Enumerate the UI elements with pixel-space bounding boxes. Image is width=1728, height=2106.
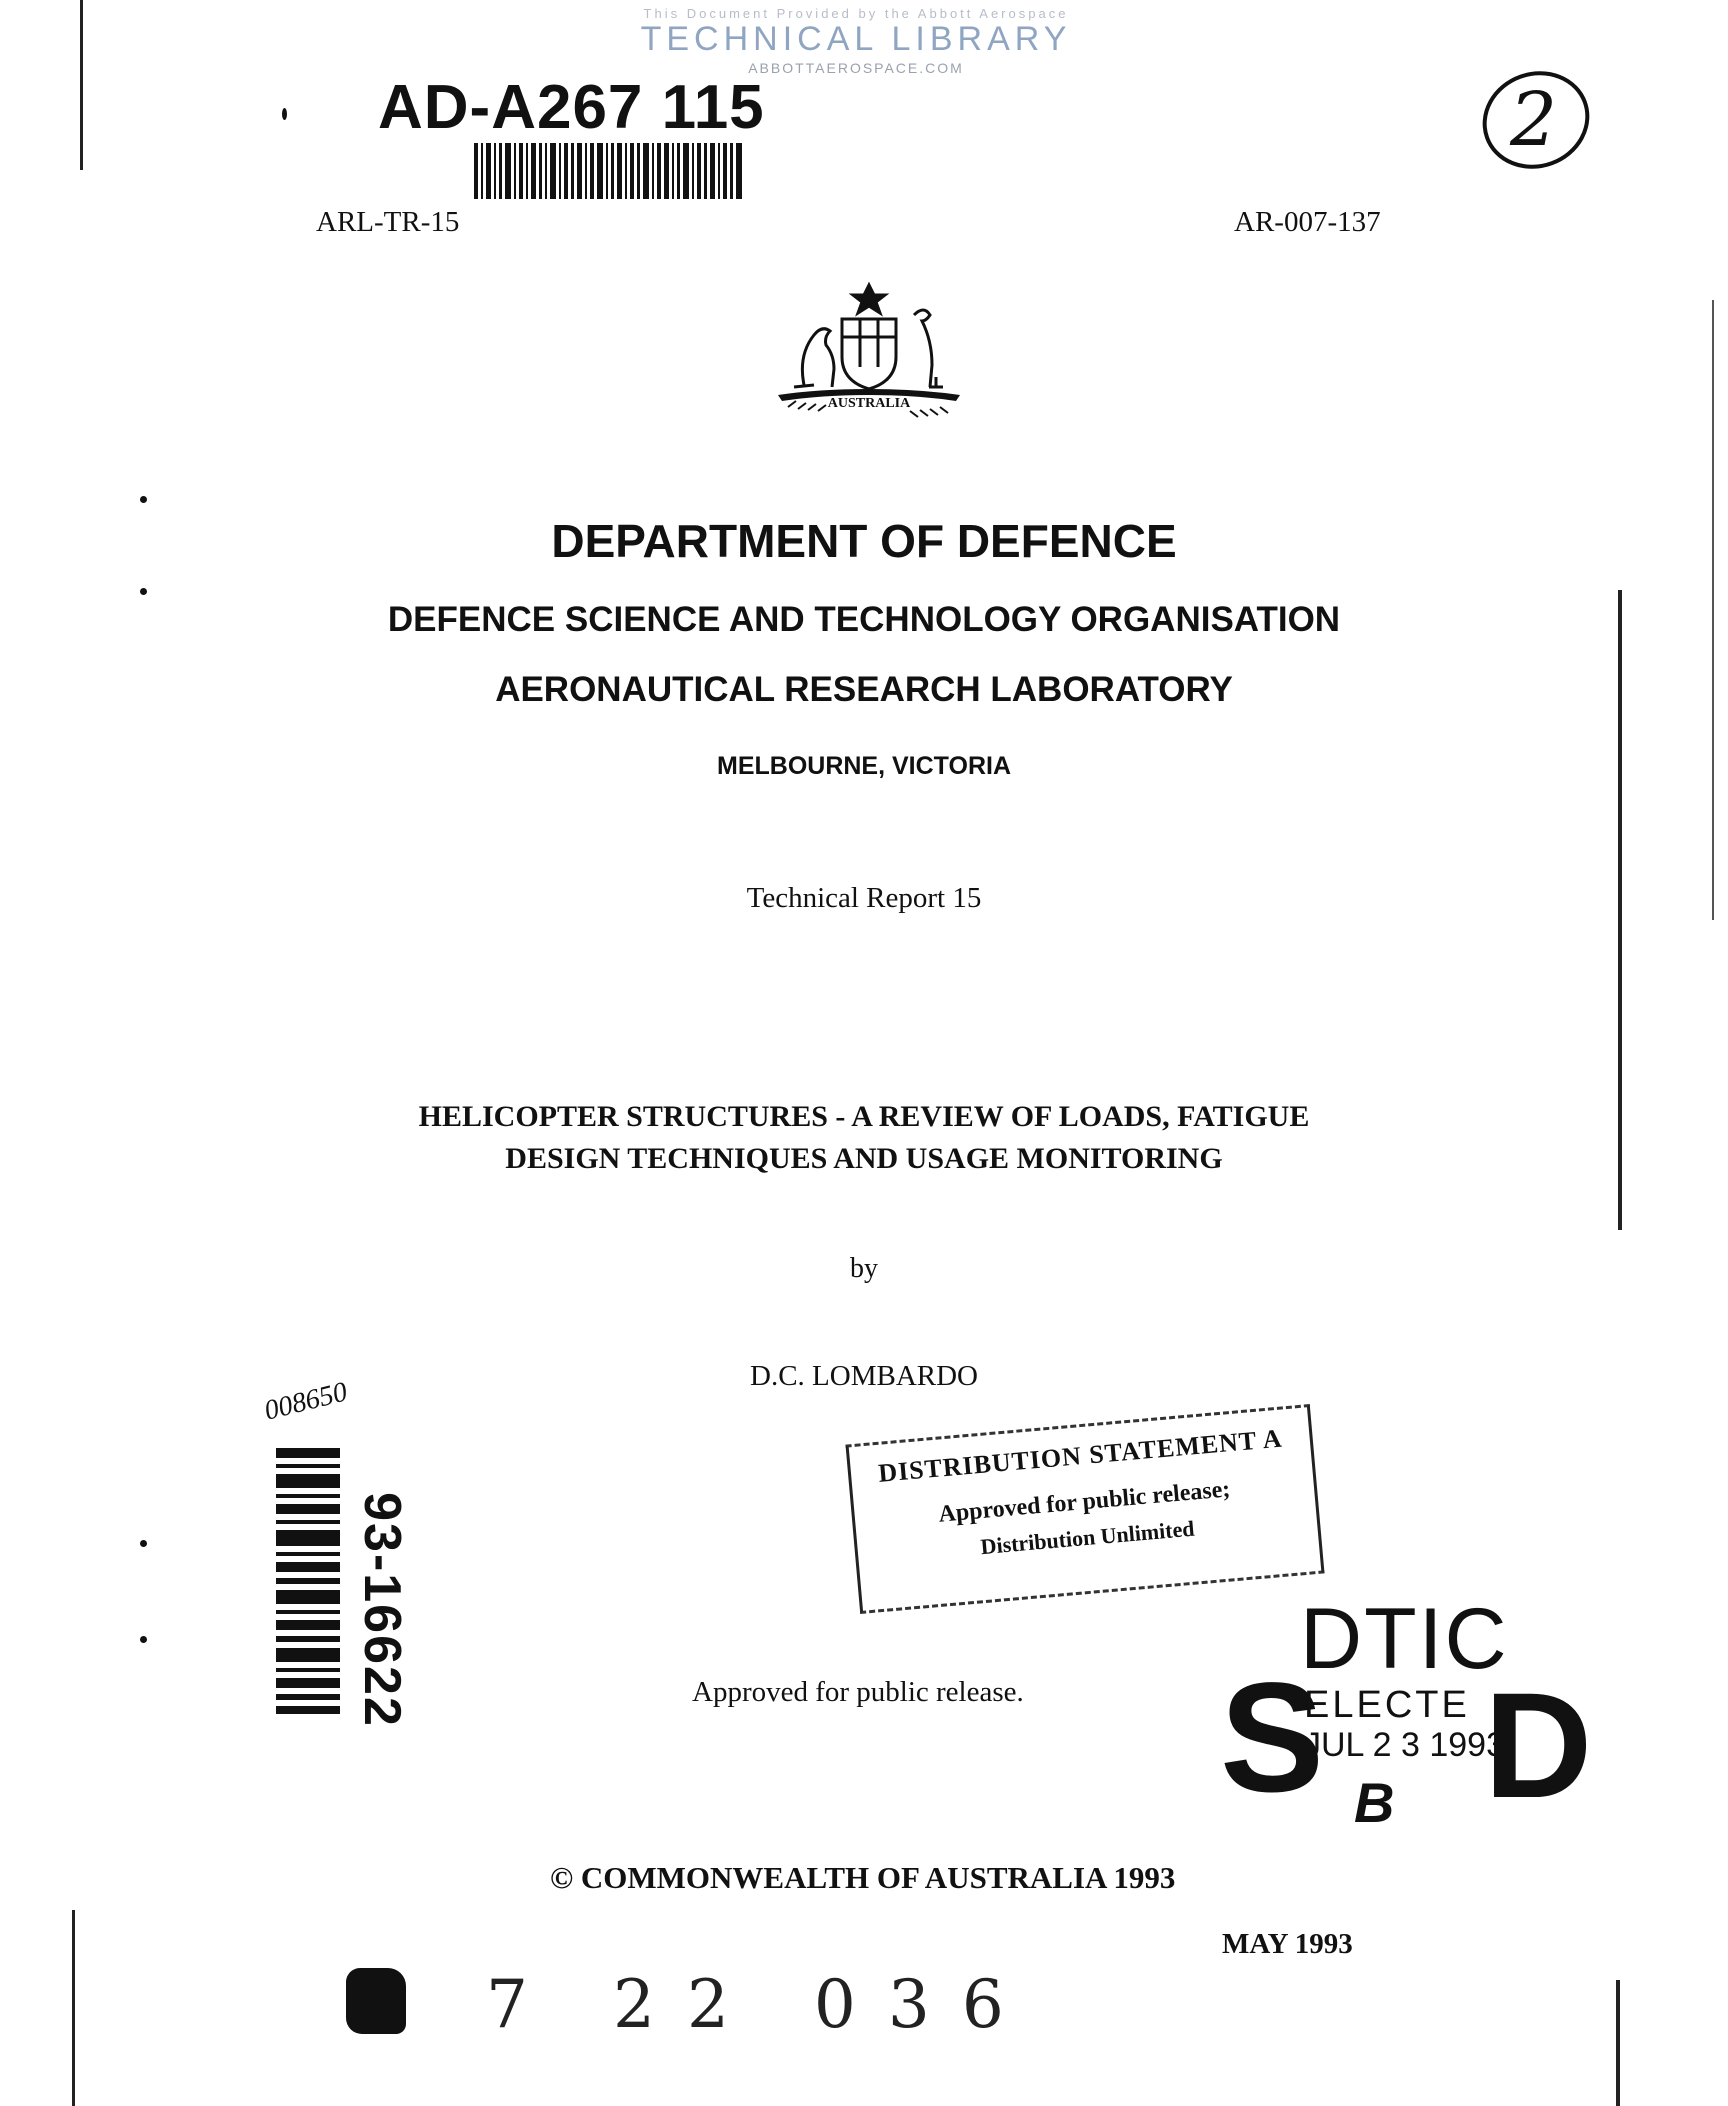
dtic-date: JUL 2 3 1993 (1304, 1726, 1505, 1764)
by-label: by (850, 1253, 878, 1284)
side-barcode-icon (276, 1448, 340, 1714)
department-heading: DEPARTMENT OF DEFENCE (551, 515, 1177, 567)
report-title-line-2: DESIGN TECHNIQUES AND USAGE MONITORING (505, 1142, 1223, 1175)
dtic-electe: ELECTE (1304, 1684, 1470, 1726)
copyright-line: © COMMONWEALTH OF AUSTRALIA 1993 (550, 1860, 1176, 1895)
right-margin-line-lower (1616, 1980, 1620, 2106)
accession-barcode-icon (474, 143, 742, 199)
svg-text:2: 2 (1510, 77, 1558, 163)
crest-label: AUSTRALIA (827, 396, 911, 411)
margin-dot (140, 1636, 147, 1643)
handwritten-circled-mark-icon (1470, 60, 1600, 180)
report-title-line-1: HELICOPTER STRUCTURES - A REVIEW OF LOADS, FATIGUE (418, 1100, 1310, 1133)
left-margin-line (80, 0, 83, 170)
report-type: Technical Report 15 (746, 882, 982, 914)
far-right-margin-line (1712, 300, 1714, 920)
left-margin-line-lower (72, 1910, 75, 2106)
margin-dot (282, 108, 287, 120)
publication-date: MAY 1993 (1222, 1928, 1353, 1960)
dtic-right-letter: D (1484, 1661, 1593, 1829)
handwritten-number: 008650 (261, 1376, 351, 1427)
watermark-technical-library: TECHNICAL LIBRARY (640, 20, 1072, 58)
author-name: D.C. LOMBARDO (750, 1360, 978, 1392)
dtic-grade: B (1354, 1771, 1395, 1834)
report-number-left: ARL-TR-15 (316, 206, 460, 238)
australian-coat-of-arms-icon (764, 275, 974, 425)
release-statement: Approved for public release. (692, 1676, 1024, 1708)
organisation-heading: DEFENCE SCIENCE AND TECHNOLOGY ORGANISATION (387, 600, 1341, 639)
report-number-right: AR-007-137 (1234, 206, 1381, 238)
stamp-title: DISTRIBUTION STATEMENT A (877, 1423, 1284, 1488)
location-heading: MELBOURNE, VICTORIA (717, 752, 1011, 780)
distribution-statement-stamp (845, 1404, 1324, 1614)
laboratory-heading: AERONAUTICAL RESEARCH LABORATORY (495, 670, 1233, 709)
stamp-line-1: Approved for public release; (937, 1476, 1232, 1528)
dtic-label: DTIC (1300, 1591, 1509, 1687)
dtic-left-letter: S (1220, 1651, 1325, 1825)
bottom-number: 7 22 036 (486, 1966, 1036, 2043)
side-barcode-number: 93-16622 (353, 1492, 411, 1728)
stamp-line-2: Distribution Unlimited (979, 1515, 1196, 1560)
margin-dot (140, 496, 147, 503)
margin-dot (140, 588, 147, 595)
margin-dot (140, 1540, 147, 1547)
right-margin-line (1618, 590, 1622, 1230)
accession-number: AD-A267 115 (378, 73, 765, 142)
bottom-ink-blot (346, 1968, 406, 2034)
watermark-url: ABBOTTAEROSPACE.COM (748, 60, 964, 76)
watermark-provided-by: This Document Provided by the Abbott Aerospace (643, 6, 1069, 21)
